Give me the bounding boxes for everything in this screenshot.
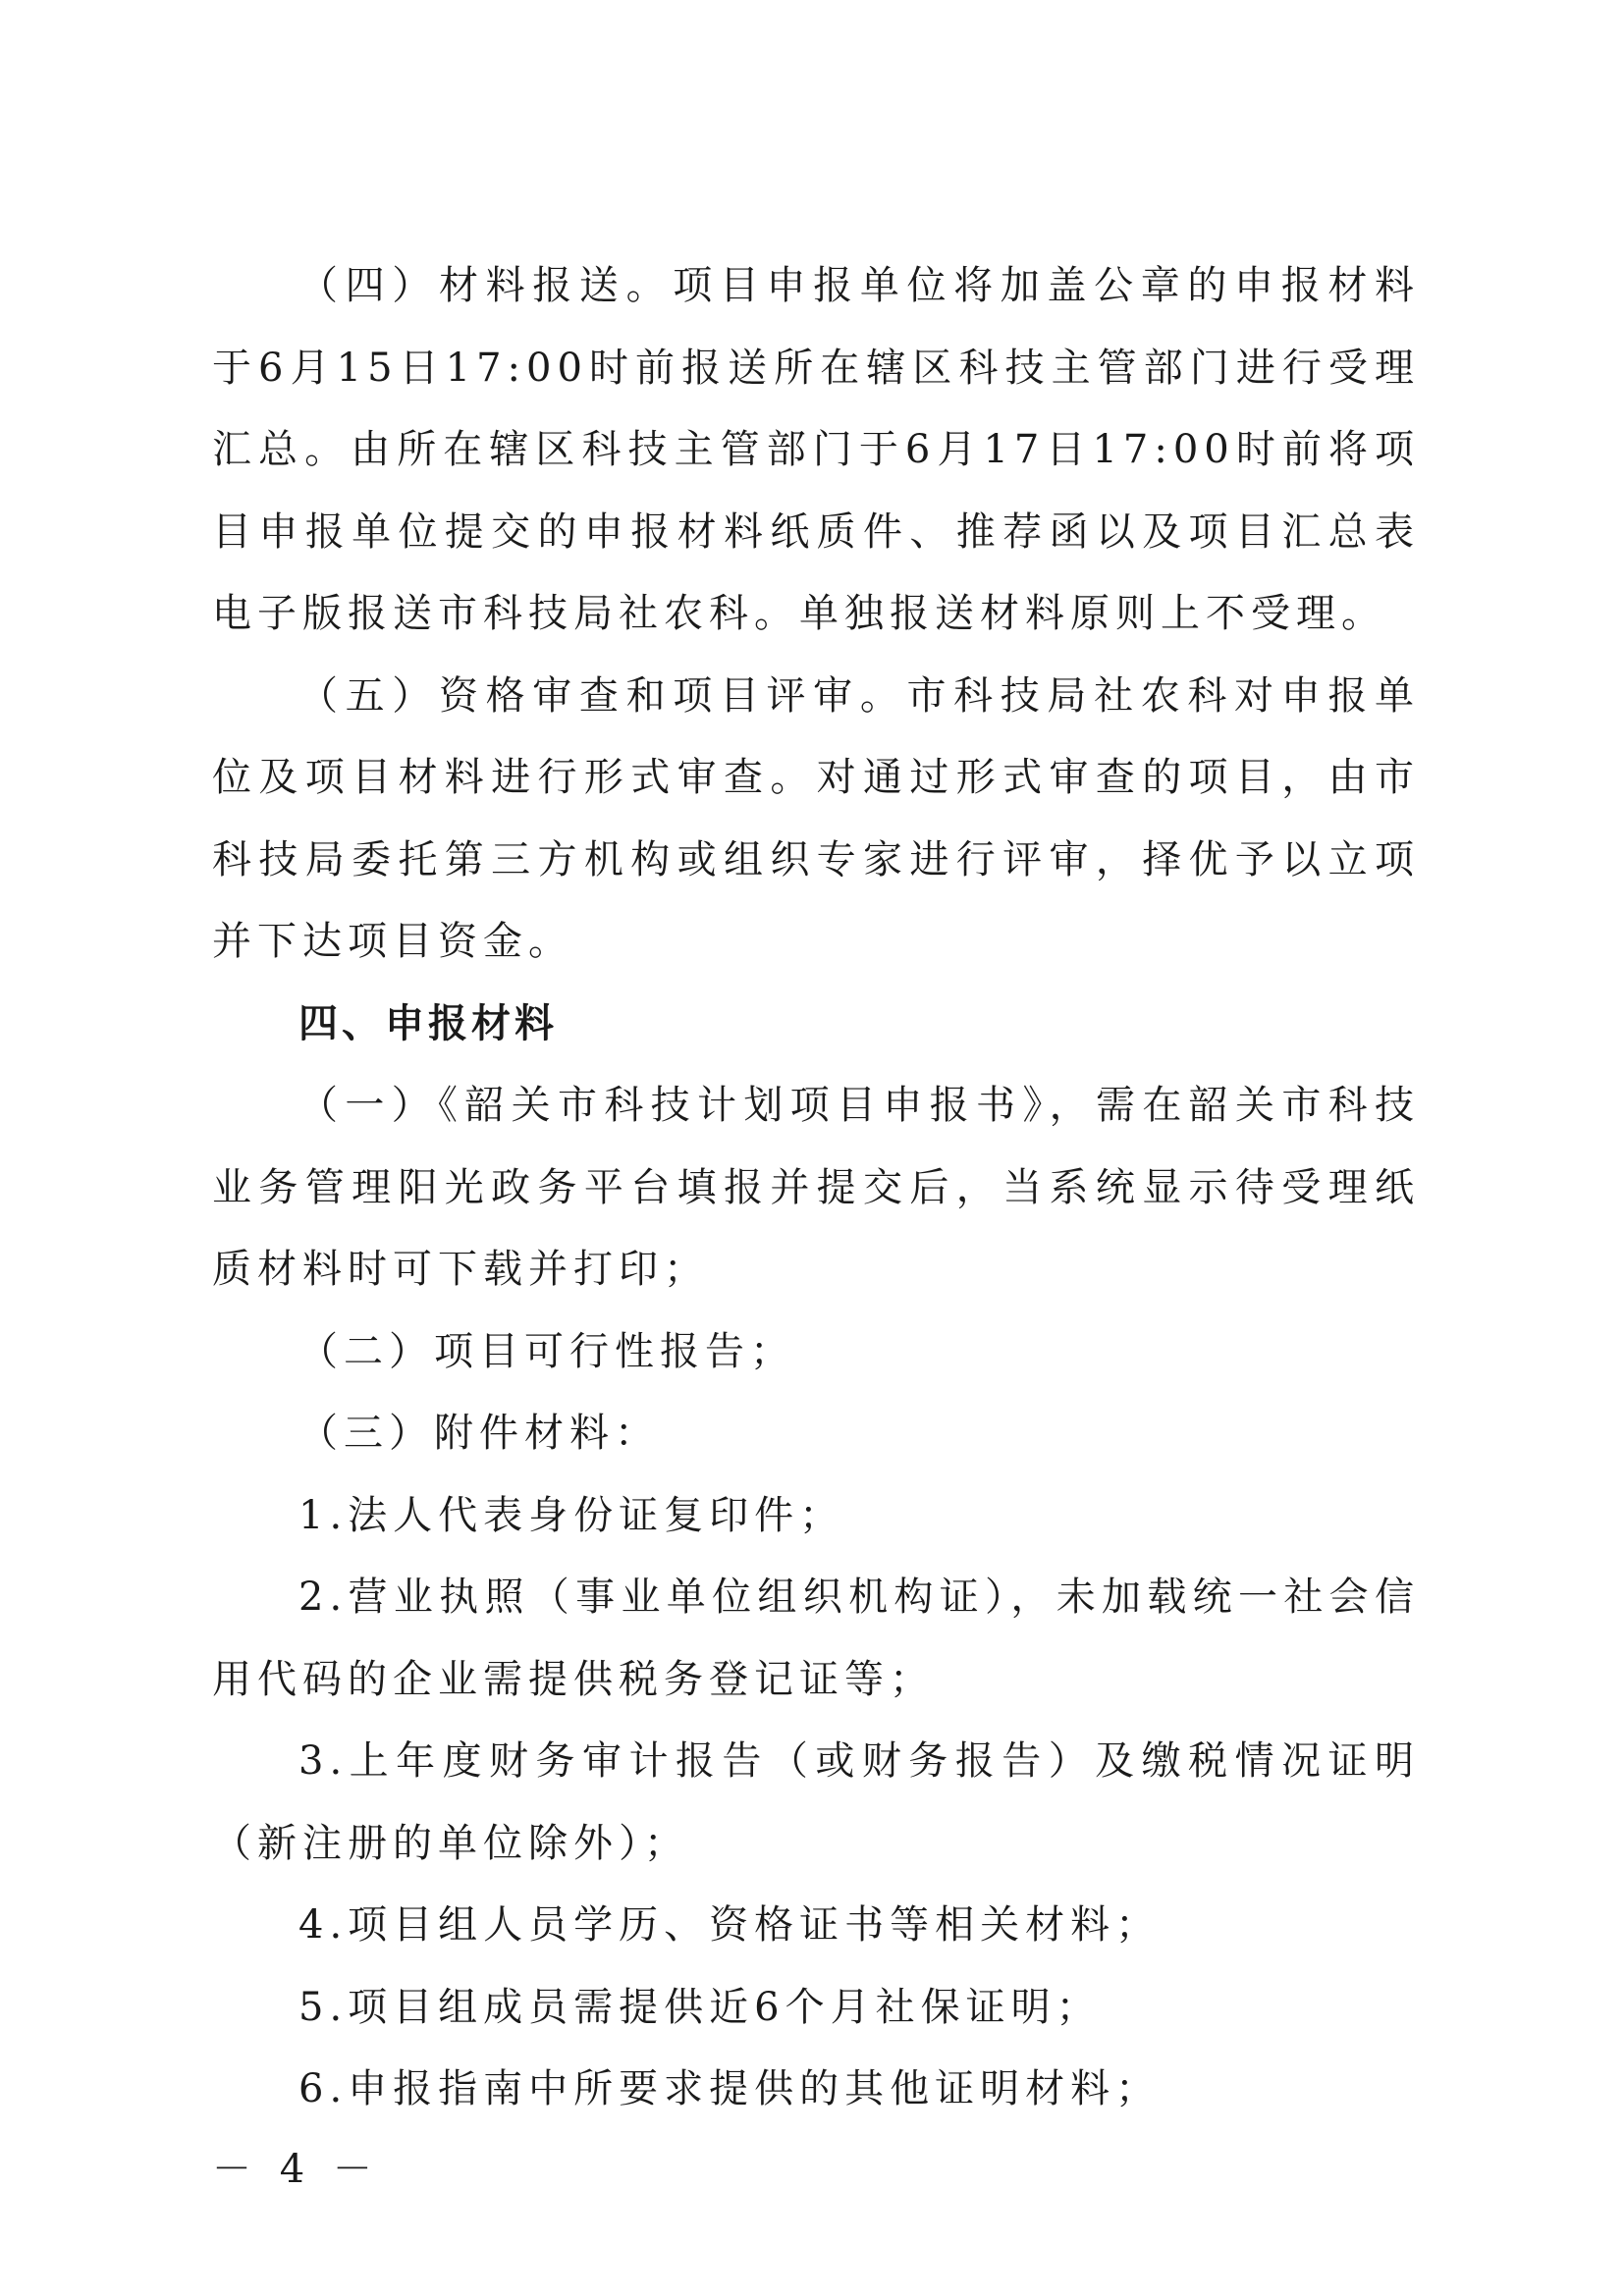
list-item-audit-report: 3.上年度财务审计报告（或财务报告）及缴税情况证明（新注册的单位除外）； — [212, 1738, 1420, 1866]
list-item-id-copy: 1.法人代表身份证复印件； — [298, 1492, 845, 1538]
page-number: － 4 － — [212, 2147, 380, 2192]
section-heading-application-materials: 四、申报材料 — [298, 1000, 558, 1046]
list-item-other-materials: 6.申报指南中所要求提供的其他证明材料； — [298, 2066, 1162, 2111]
paragraph-feasibility-report: （二）项目可行性报告； — [298, 1328, 795, 1374]
list-item-social-security: 5.项目组成员需提供近6个月社保证明； — [298, 1984, 1102, 2030]
paragraph-attachments: （三）附件材料： — [298, 1411, 660, 1456]
body-text — [212, 245, 1420, 2131]
list-item-business-license: 2.营业执照（事业单位组织机构证），未加载统一社会信用代码的企业需提供税务登记证等； — [212, 1575, 1420, 1702]
paragraph-application-form: （一）《韶关市科技计划项目申报书》，需在韶关市科技业务管理阳光政务平台填报并提交后，当系统显示待受理纸质材料时可下载并打印； — [212, 1083, 1420, 1292]
paragraph-material-submission: （四）材料报送。项目申报单位将加盖公章的申报材料于6月15日17:00时前报送所在辖区科技主管部门进行受理汇总。由所在辖区科技主管部门于6月17日17:00时前将项目申报单位提交的申报材料纸质件、推荐函以及项目汇总表电子版报送市科技局社农科。单独报送材料原则上不受理。 — [212, 263, 1420, 636]
list-item-team-credentials: 4.项目组人员学历、资格证书等相关材料； — [298, 1902, 1162, 1948]
paragraph-qualification-review: （五）资格审查和项目评审。市科技局社农科对申报单位及项目材料进行形式审查。对通过形式审查的项目，由市科技局委托第三方机构或组织专家进行评审，择优予以立项并下达项目资金。 — [212, 672, 1420, 964]
